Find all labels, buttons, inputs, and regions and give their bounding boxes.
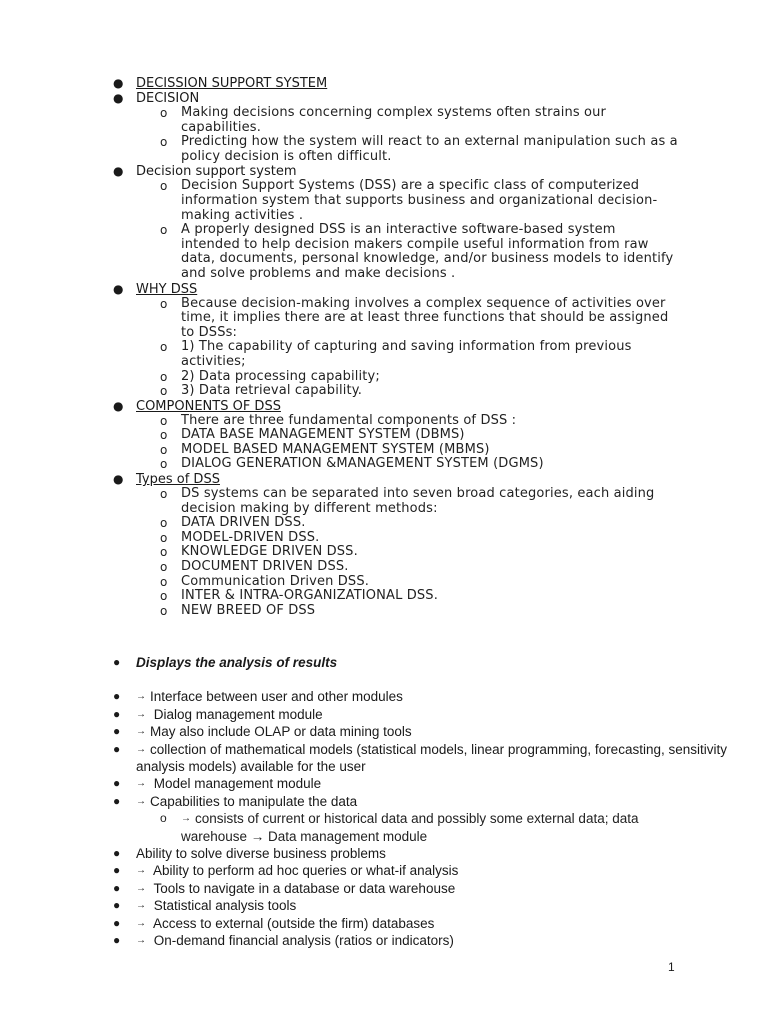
list-item-label: Interface between user and other modules bbox=[150, 689, 403, 705]
list-item bbox=[0, 741, 768, 776]
sub-list-item-text: Decision Support Systems (DSS) are a specific class of computerized information system that supports business and organizational decision-making activities . bbox=[181, 178, 658, 223]
circle-bullet-icon: o bbox=[160, 413, 168, 428]
sub-list-item bbox=[0, 560, 768, 575]
sub-list-item bbox=[0, 545, 768, 560]
circle-bullet-icon: o bbox=[160, 296, 168, 311]
sub-list-item-text: Communication Driven DSS. bbox=[181, 573, 370, 589]
circle-bullet-icon: o bbox=[160, 589, 168, 604]
circle-bullet-icon: o bbox=[160, 530, 168, 545]
list-item bbox=[0, 845, 768, 862]
sub-list-item-text: 1) The capability of capturing and saving information from previous activities; bbox=[181, 339, 632, 369]
sub-list-item-text: Because decision-making involves a complex sequence of activities over time, it implies there are at least three functions that should be assigned to DSSs: bbox=[181, 295, 669, 340]
bullet-icon: ● bbox=[113, 281, 124, 296]
section-heading-text: Displays the analysis of results bbox=[136, 655, 338, 670]
sub-list-item-text: MODEL BASED MANAGEMENT SYSTEM (MBMS) bbox=[181, 441, 490, 457]
list-item-text bbox=[136, 862, 768, 879]
bullet-icon: ● bbox=[113, 846, 121, 861]
list-item-text bbox=[136, 688, 768, 705]
bullet-icon: ● bbox=[113, 724, 121, 739]
sub-list-item bbox=[0, 297, 768, 341]
sub-list-item bbox=[0, 575, 768, 590]
arrow-marker-icon: → bbox=[136, 900, 146, 912]
sub-list-item bbox=[0, 457, 768, 472]
sub-list-item-text: Making decisions concerning complex systems often strains our capabilities. bbox=[181, 105, 607, 135]
bullet-icon: ● bbox=[113, 689, 121, 704]
circle-bullet-icon: o bbox=[160, 428, 168, 443]
arrow-marker-icon: → bbox=[136, 865, 146, 877]
circle-bullet-icon: o bbox=[160, 560, 168, 575]
list-item-text: DECISSION SUPPORT SYSTEM bbox=[136, 76, 328, 91]
bullet-icon: ● bbox=[113, 76, 124, 90]
list-item-text bbox=[136, 723, 768, 740]
bullet-icon: ● bbox=[113, 776, 121, 791]
arrow-marker-icon: → bbox=[136, 691, 146, 703]
list-item bbox=[0, 862, 768, 879]
circle-bullet-icon: o bbox=[160, 442, 168, 457]
circle-bullet-icon: o bbox=[160, 179, 168, 194]
bullet-icon: ● bbox=[113, 398, 124, 413]
sub-list-item-text: There are three fundamental components of DSS : bbox=[181, 412, 517, 428]
bullet-icon: ● bbox=[113, 655, 121, 669]
circle-bullet-icon: o bbox=[160, 516, 168, 531]
list-item-text bbox=[136, 932, 768, 949]
sub-list-item-text: A properly designed DSS is an interactive software-based system intended to help decision makers compile useful information from raw data, documents, personal knowledge, and/or business models to identify and solve problems and make decisions . bbox=[181, 222, 674, 281]
arrow-marker-icon: → bbox=[136, 935, 146, 947]
bullet-icon: ● bbox=[113, 91, 124, 105]
list-item bbox=[0, 793, 768, 810]
sub-list-item-text: 2) Data processing capability; bbox=[181, 368, 380, 384]
list-item-text bbox=[136, 706, 768, 723]
list-item bbox=[0, 399, 768, 414]
sub-list-item-text: INTER & INTRA-ORGANIZATIONAL DSS. bbox=[181, 588, 438, 604]
list-item-label: Tools to navigate in a database or data warehouse bbox=[150, 880, 456, 896]
list-item bbox=[0, 472, 768, 487]
circle-bullet-icon: o bbox=[160, 457, 168, 472]
sub-list-item bbox=[0, 428, 768, 443]
sub-list-item bbox=[0, 414, 768, 429]
sub-list-item-text: 3) Data retrieval capability. bbox=[181, 383, 362, 399]
sub-list-item-text: Predicting how the system will react to an external manipulation such as a policy decision is often difficult. bbox=[181, 134, 678, 164]
arrow-marker-icon: → bbox=[136, 795, 146, 807]
sub-list-item bbox=[0, 384, 768, 399]
list-item-label: Dialog management module bbox=[150, 706, 323, 722]
sub-list-item bbox=[0, 223, 768, 281]
sub-list-item bbox=[0, 135, 768, 164]
list-item-text: COMPONENTS OF DSS bbox=[136, 398, 281, 414]
circle-bullet-icon: o bbox=[160, 384, 168, 399]
circle-bullet-icon: o bbox=[160, 106, 168, 120]
list-item-label: Capabilities to manipulate the data bbox=[150, 793, 358, 809]
list-item-text bbox=[136, 741, 768, 776]
list-item-label: collection of mathematical models (statistical models, linear programming, forecasting, sensitivity analysis models) available for the user bbox=[136, 741, 727, 775]
sub-list-item bbox=[0, 531, 768, 546]
list-item-label: Model management module bbox=[150, 776, 322, 792]
arrow-marker-icon: → bbox=[136, 708, 146, 720]
sub-list-item-text: DATA DRIVEN DSS. bbox=[181, 515, 306, 531]
list-item-text: Decision support system bbox=[136, 164, 297, 180]
list-item bbox=[0, 932, 768, 949]
page-number: 1 bbox=[668, 960, 675, 974]
bullet-icon: ● bbox=[113, 706, 121, 721]
sub-list-item bbox=[0, 516, 768, 531]
list-item-label: Ability to solve diverse business problems bbox=[136, 846, 386, 862]
list-item-text: DECISION bbox=[136, 91, 200, 106]
sub-list-item bbox=[0, 179, 768, 223]
sub-list-item bbox=[0, 604, 768, 619]
spacer bbox=[0, 671, 768, 688]
bullet-icon: ● bbox=[113, 915, 121, 930]
bullet-icon: ● bbox=[113, 863, 121, 878]
list-item bbox=[0, 164, 768, 179]
list-item bbox=[0, 880, 768, 897]
list-item-text bbox=[136, 845, 768, 862]
list-item bbox=[0, 706, 768, 723]
list-item bbox=[0, 915, 768, 932]
sub-list-item bbox=[0, 589, 768, 604]
arrow-marker-icon: → bbox=[136, 778, 146, 790]
outline-section-dss bbox=[0, 76, 768, 618]
section-heading bbox=[0, 654, 768, 671]
sub-list-item-text: MODEL-DRIVEN DSS. bbox=[181, 529, 320, 545]
arrow-marker-icon: → bbox=[136, 743, 146, 755]
sub-list-item bbox=[0, 810, 768, 845]
arrow-marker-icon: → bbox=[136, 726, 146, 738]
circle-bullet-icon: o bbox=[160, 811, 167, 826]
sub-list-item-text: consists of current or historical data and possibly some external data; data warehouse → Data management module bbox=[181, 811, 639, 844]
list-item-text bbox=[136, 897, 768, 914]
list-item bbox=[0, 91, 768, 106]
sub-list-item-text: DS systems can be separated into seven broad categories, each aiding decision making by different methods: bbox=[181, 486, 655, 516]
bullet-icon: ● bbox=[113, 164, 124, 179]
circle-bullet-icon: o bbox=[160, 223, 168, 238]
list-item-text bbox=[136, 793, 768, 810]
sub-list-item bbox=[0, 487, 768, 516]
bullet-icon: ● bbox=[113, 898, 121, 913]
list-item-label: May also include OLAP or data mining tools bbox=[150, 724, 412, 740]
sub-list-item-text: DATA BASE MANAGEMENT SYSTEM (DBMS) bbox=[181, 427, 465, 443]
sub-list-item-text: KNOWLEDGE DRIVEN DSS. bbox=[181, 544, 358, 560]
list-item-text: WHY DSS bbox=[136, 281, 198, 297]
sub-list-item-text: NEW BREED OF DSS bbox=[181, 602, 316, 618]
bullet-icon: ● bbox=[113, 933, 121, 948]
list-item bbox=[0, 282, 768, 297]
sub-list-item bbox=[0, 370, 768, 385]
list-item-label: Access to external (outside the firm) databases bbox=[150, 915, 435, 931]
sub-list-item bbox=[0, 340, 768, 369]
circle-bullet-icon: o bbox=[160, 340, 168, 355]
list-item-text: Types of DSS bbox=[136, 472, 220, 488]
arrow-marker-icon: → bbox=[136, 882, 146, 894]
bullet-icon: ● bbox=[113, 472, 124, 487]
list-item-label: Ability to perform ad hoc queries or what-if analysis bbox=[150, 863, 459, 879]
circle-bullet-icon: o bbox=[160, 135, 168, 150]
bullet-icon: ● bbox=[113, 741, 121, 756]
list-item-label: Statistical analysis tools bbox=[150, 898, 297, 914]
list-item bbox=[0, 897, 768, 914]
circle-bullet-icon: o bbox=[160, 369, 168, 384]
bullet-icon: ● bbox=[113, 793, 121, 808]
outline-section-analysis bbox=[0, 654, 768, 950]
circle-bullet-icon: o bbox=[160, 603, 168, 618]
sub-list-item-text: DIALOG GENERATION &MANAGEMENT SYSTEM (DGMS) bbox=[181, 456, 544, 472]
list-item-text bbox=[136, 775, 768, 792]
bullet-icon: ● bbox=[113, 880, 121, 895]
arrow-marker-icon: → bbox=[181, 813, 191, 825]
circle-bullet-icon: o bbox=[160, 574, 168, 589]
list-item-label: On-demand financial analysis (ratios or indicators) bbox=[150, 933, 454, 949]
list-item bbox=[0, 723, 768, 740]
circle-bullet-icon: o bbox=[160, 487, 168, 502]
sub-list-item-text: DOCUMENT DRIVEN DSS. bbox=[181, 559, 349, 575]
sub-list-item bbox=[0, 106, 768, 135]
list-item-text bbox=[136, 915, 768, 932]
sub-list-item bbox=[0, 443, 768, 458]
list-item bbox=[0, 688, 768, 705]
circle-bullet-icon: o bbox=[160, 545, 168, 560]
list-item-text bbox=[136, 880, 768, 897]
list-item bbox=[0, 76, 768, 91]
list-item bbox=[0, 775, 768, 792]
arrow-marker-icon: → bbox=[136, 917, 146, 929]
